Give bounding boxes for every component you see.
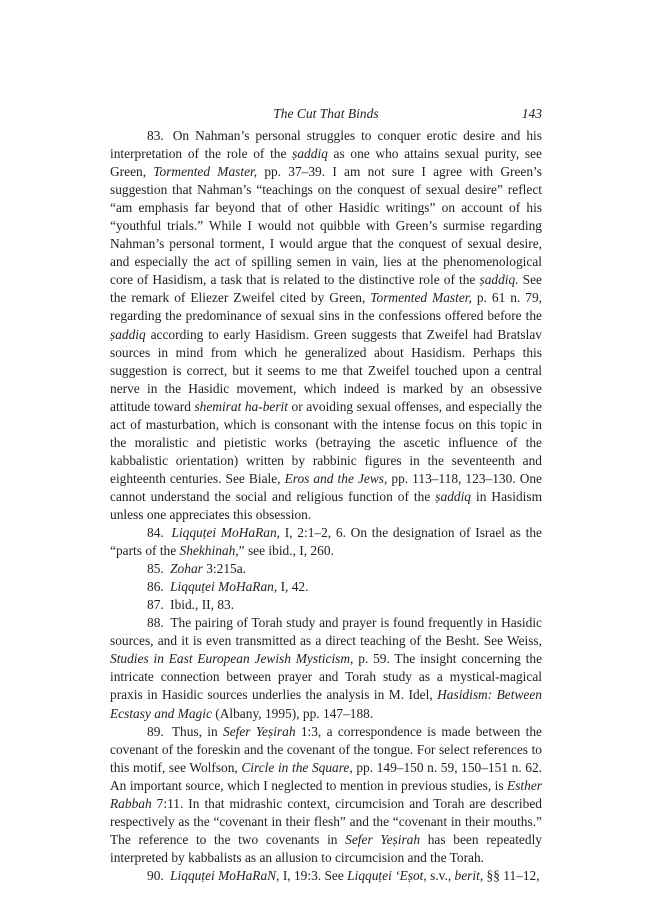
note-text: §§ 11–12, — [483, 867, 540, 883]
running-title: The Cut That Binds — [273, 106, 379, 121]
endnote-87 — [110, 596, 542, 614]
note-text: pp. 113–118, 123–130. One cannot understand the social and religious function of the — [110, 470, 543, 504]
note-text: ” see ibid., I, 260. — [238, 543, 334, 559]
note-text: 3:215a. — [202, 561, 246, 577]
note-text: as one who attains sexual purity, see Green, — [110, 146, 542, 180]
note-text: 1:3, a correspondence is made between the covenant of the foreskin and the covenant of the tongue. For select references to this motif, see Wolfson, — [110, 723, 542, 775]
note-text: has been repeatedly interpreted by kabbalists as an allusion to circumcision and the Torah. — [110, 831, 542, 865]
note-text: I, 2:1–2, 6. On the designation of Israel as the “parts of the — [110, 525, 542, 559]
italic-title: Circle in the Square, — [241, 759, 353, 775]
italic-title: ṣaddiq. — [479, 272, 519, 288]
note-text: See the remark of Eliezer Zweifel cited by Green, — [110, 272, 543, 306]
endnote-85 — [110, 560, 542, 578]
italic-title: Zohar — [170, 561, 203, 577]
note-text: Ibid., II, 83. — [170, 597, 235, 613]
endnote-number: 86. — [147, 579, 164, 595]
note-text: s.v., — [426, 867, 455, 883]
running-head — [110, 106, 542, 126]
note-text: p. 59. The insight concerning the intricate connection between prayer and Torah study as a mystical-magical praxis in Hasidic sources underlies the analysis in M. Idel, — [110, 651, 543, 703]
italic-title: ṣaddiq — [110, 326, 146, 342]
note-text: On Nahman’s personal struggles to conquer erotic desire and his interpretation of the role of the — [110, 128, 542, 162]
italic-title: Studies in East European Jewish Mysticism, — [110, 651, 354, 667]
endnote-88 — [110, 614, 542, 722]
endnotes-block — [110, 127, 542, 885]
note-text: Thus, in — [171, 723, 223, 739]
note-text: (Albany, 1995), pp. 147–188. — [211, 705, 374, 721]
endnote-number: 89. — [147, 723, 164, 739]
endnote-number: 87. — [147, 597, 164, 613]
endnote-number: 85. — [147, 561, 164, 577]
italic-title: Shekhinah, — [179, 543, 239, 559]
endnote-83 — [110, 127, 542, 524]
italic-title: ṣaddiq — [292, 146, 328, 162]
note-text: pp. 37–39. I am not sure I agree with Green’s suggestion that Nahman’s “teachings on the conquest of sexual desire” reflect “am emphasis far beyond that of other Hasidic writings” on account of his “youthful trials.” While I would not quibble with Green’s surmise regarding Nahman’s personal torment, I would argue that the conquest of sexual desire, and especially the act of spilling semen in vain, lies at the phenomenological core of Hasidism, a task that is related to the distinctive role of the — [110, 164, 542, 288]
italic-title: Liqquṭei ‘Eṣot, — [347, 867, 427, 883]
italic-title: Sefer Yeṣirah — [345, 831, 421, 847]
endnote-89 — [110, 723, 542, 867]
italic-title: Tormented Master, — [153, 164, 258, 180]
note-text: p. 61 n. 79, regarding the predominance of sexual sins in the confessions offered before the — [110, 290, 543, 324]
endnote-84 — [110, 524, 542, 560]
italic-title: Hasidism: Between Ecstasy and Magic — [110, 687, 542, 721]
note-text: The pairing of Torah study and prayer is found frequently in Hasidic sources, and it is even transmitted as a direct teaching of the Besht. See Weiss, — [110, 615, 543, 649]
note-text: pp. 149–150 n. 59, 150–151 n. 62. An important source, which I neglected to mention in previous studies, is — [110, 759, 543, 793]
italic-title: Tormented Master, — [370, 290, 472, 306]
note-text: or avoiding sexual offenses, and especially the act of masturbation, which is consonant with the intense focus on this topic in the moralistic and pietistic works (betraying the ascetic influence of the kabbalistic orientation) written by rabbinic figures in the seventeenth and eighteenth centuries. See Biale, — [110, 398, 542, 486]
note-text: I, 42. — [277, 579, 309, 595]
page-number: 143 — [521, 106, 542, 121]
italic-title: Liqquṭei MoHaRan, — [170, 579, 278, 595]
endnote-86 — [110, 578, 542, 596]
note-text: in Hasidism unless one appreciates this obsession. — [110, 488, 542, 522]
note-text: according to early Hasidism. Green suggests that Zweifel had Bratslav sources in mind from which he generalized about Hasidism. Perhaps this suggestion is correct, but it seems to me that Zweifel touched upon a central nerve in the Hasidic movement, which indeed is marked by an obsessive attitude toward — [110, 326, 542, 414]
italic-title: Sefer Yeṣirah — [223, 723, 296, 739]
endnote-number: 83. — [147, 128, 164, 143]
italic-title: Liqquṭei MoHaRaN, — [170, 867, 280, 883]
italic-title: shemirat ha-berit — [194, 398, 288, 414]
italic-title: Esther Rabbah — [110, 777, 542, 811]
endnote-number: 90. — [147, 867, 164, 883]
italic-title: Eros and the Jews, — [284, 470, 388, 486]
note-text: I, 19:3. See — [279, 867, 348, 883]
endnote-number: 88. — [147, 615, 164, 631]
endnote-90 — [110, 867, 542, 885]
italic-title: ṣaddiq — [435, 488, 471, 504]
italic-title: berit, — [454, 867, 484, 883]
italic-title: Liqquṭei MoHaRan, — [171, 525, 281, 541]
endnote-number: 84. — [147, 525, 164, 541]
note-text: 7:11. In that midrashic context, circumcision and Torah are described respectively as the “covenant in their flesh” and the “covenant in their mouths.” The reference to the two covenants in — [110, 795, 542, 847]
